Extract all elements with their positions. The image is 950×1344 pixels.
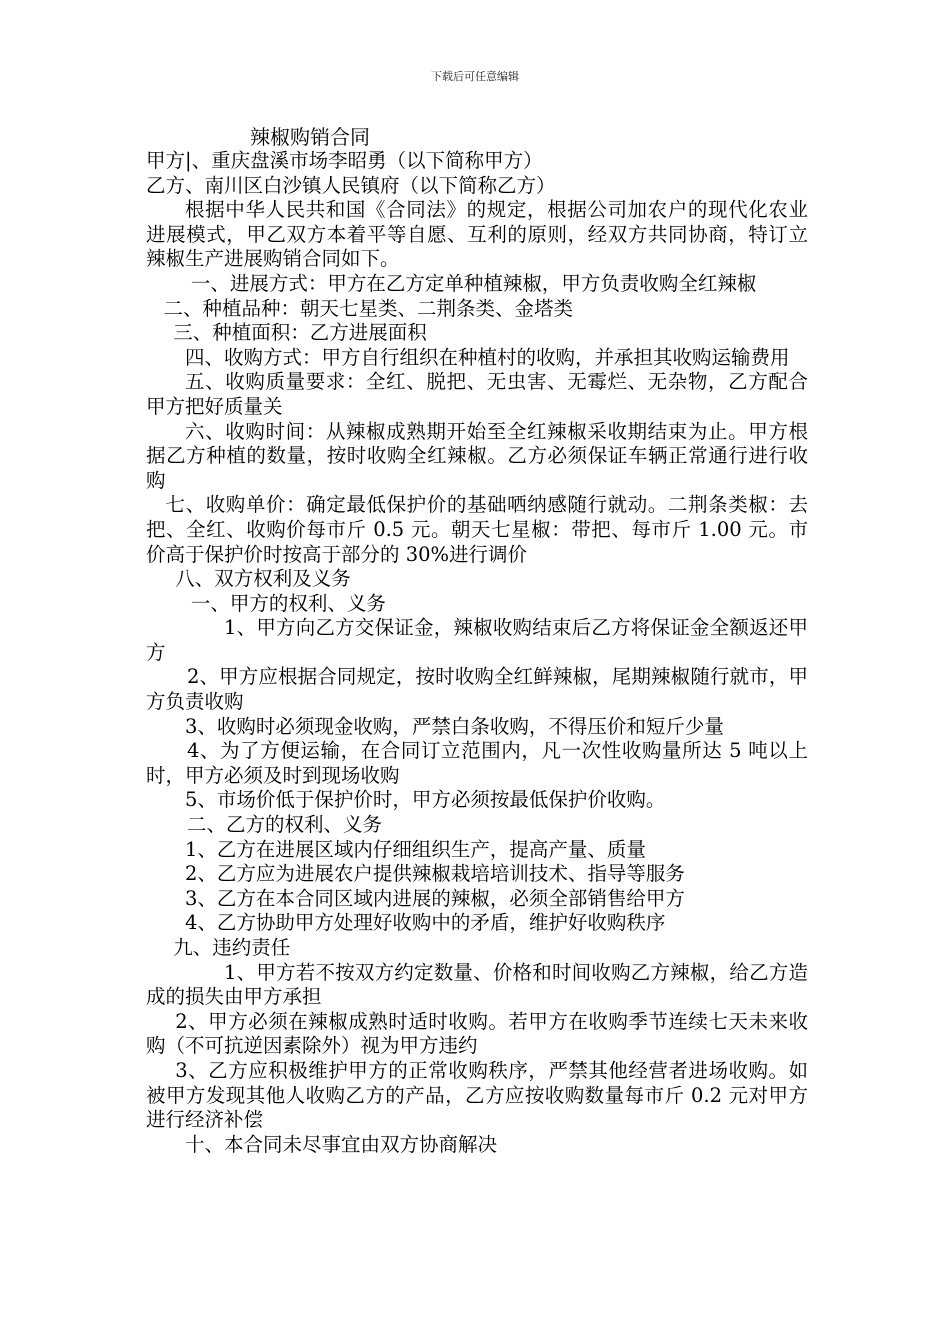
preamble-paragraph: 根据中华人民共和国《合同法》的规定，根据公司加农户的现代化农业进展模式，甲乙双方本着平等自愿、互利的原则，经双方共同协商，特订立辣椒生产进展购销合同如下。 — [146, 198, 808, 271]
party-b-item-4: 4、乙方协助甲方处理好收购中的矛盾，维护好收购秩序 — [185, 911, 666, 935]
party-a-item-1: 1、甲方向乙方交保证金，辣椒收购结束后乙方将保证金全额返还甲方 — [146, 616, 808, 664]
party-b-rights-heading: 二、乙方的权利、义务 — [186, 813, 382, 837]
clause-8-heading: 八、双方权利及义务 — [175, 567, 351, 591]
clause-1: 一、进展方式：甲方在乙方定单种植辣椒，甲方负责收购全红辣椒 — [190, 271, 757, 295]
party-a-item-4: 4、为了方便运输，在合同订立范围内，凡一次性收购量所达 5 吨以上时，甲方必须及时到现场收购 — [146, 739, 808, 787]
clause-9-heading: 九、违约责任 — [173, 936, 291, 959]
clause-10: 十、本合同未尽事宜由双方协商解决 — [185, 1132, 498, 1156]
party-b-line: 乙方、南川区白沙镇人民镇府（以下简称乙方） — [146, 173, 556, 197]
clause-5: 五、收购质量要求：全红、脱把、无虫害、无霉烂、无杂物，乙方配合甲方把好质量关 — [146, 370, 808, 418]
breach-item-2: 2、甲方必须在辣椒成熟时适时收购。若甲方在收购季节连续七天未来收购（不可抗逆因素除外）视为甲方违约 — [146, 1009, 808, 1058]
breach-item-3: 3、乙方应积极维护甲方的正常收购秩序，严禁其他经营者进场收购。如被甲方发现其他人收购乙方的产品，乙方应按收购数量每市斤 0.2 元对甲方进行经济补偿 — [146, 1058, 808, 1132]
clause-3: 三、种植面积：乙方进展面积 — [173, 321, 427, 345]
party-a-item-5: 5、市场价低于保护价时，甲方必须按最低保护价收购。 — [185, 788, 666, 812]
party-a-line: 甲方|、重庆盘溪市场李昭勇（以下简称甲方） — [146, 149, 543, 172]
party-b-item-1: 1、乙方在进展区域内仔细组织生产，提高产量、质量 — [185, 837, 646, 861]
clause-6: 六、收购时间：从辣椒成熟期开始至全红辣椒采收期结束为止。甲方根据乙方种植的数量，按时收购全红辣椒。乙方必须保证车辆正常通行进行收购 — [146, 419, 808, 492]
page-header: 下载后可任意编辑 — [431, 70, 519, 83]
party-a-item-2: 2、甲方应根据合同规定，按时收购全红鲜辣椒，尾期辣椒随行就市，甲方负责收购 — [146, 665, 808, 714]
party-b-item-3: 3、乙方在本合同区域内进展的辣椒，必须全部销售给甲方 — [185, 886, 685, 910]
clause-2: 二、种植品种：朝天七星类、二荆条类、金塔类 — [163, 296, 574, 320]
breach-item-1: 1、甲方若不按双方约定数量、价格和时间收购乙方辣椒，给乙方造成的损失由甲方承担 — [146, 960, 808, 1009]
clause-4: 四、收购方式：甲方自行组织在种植村的收购，并承担其收购运输费用 — [185, 345, 790, 369]
contract-body — [146, 149, 808, 1157]
party-b-item-2: 2、乙方应为进展农户提供辣椒栽培培训技术、指导等服务 — [185, 862, 685, 886]
document-title: 辣椒购销合同 — [250, 125, 370, 149]
party-a-item-3: 3、收购时必须现金收购，严禁白条收购，不得压价和短斤少量 — [185, 714, 724, 738]
clause-7: 七、收购单价：确定最低保护价的基础哂纳感随行就动。二荆条类椒：去把、全红、收购价每市斤 0.5 元。朝天七星椒：带把、每市斤 1.00 元。市价高于保护价时按高于部分的 30%进行调价 — [146, 493, 808, 566]
party-a-rights-heading: 一、甲方的权利、义务 — [190, 591, 386, 615]
